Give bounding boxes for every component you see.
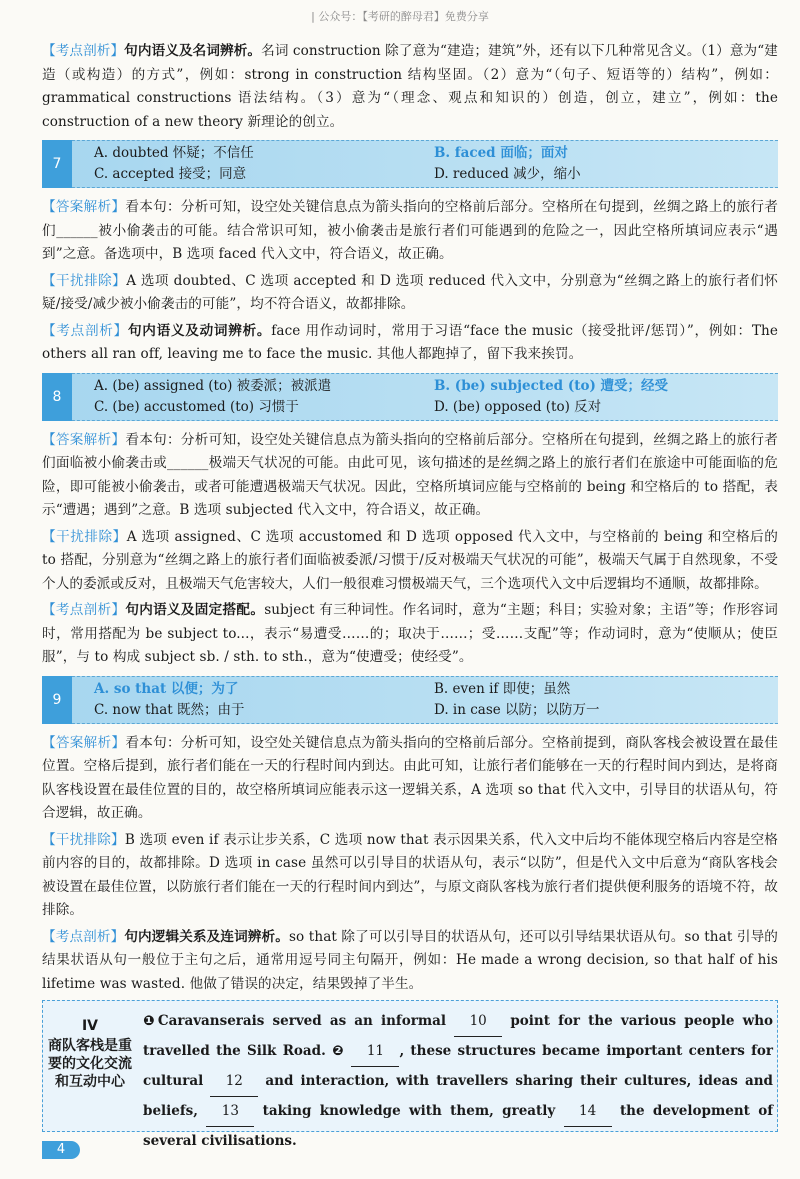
- analysis-heading: 句内语义及动词辨析。: [127, 322, 272, 339]
- answer-body: 看本句：分析可知，设空处关键信息点为箭头指向的空格前后部分。空格所在句提到，丝绸之路上的旅行者们______被小偷袭击的可能。结合常识可知，被小偷袭击是旅行者们可能遇到的危险之一，因此空格所填词应表示“遇到”之意。备选项中，B 选项 faced 代入文中，符合语义，故正确。: [42, 199, 778, 262]
- analysis-body: so that 除了可以引导目的状语从句，还可以引导结果状语从句。so that 引导的结果状语从句一般位于主句之后，通常用逗号同主句隔开，例如：He made a wrong decision, so that half of his lifetime was wasted. 他做了错误的决定，结果毁掉了半生。: [42, 928, 779, 992]
- sentence-1-marker: ❶: [143, 1013, 158, 1029]
- section-roman-numeral: IV: [81, 1018, 99, 1034]
- option-b-correct: B. faced 面临；面对: [434, 145, 568, 161]
- analysis-body: subject 有三种词性。作名词时，意为“主题；科目；实验对象；主语”等；作形容词时，常用搭配为 be subject to...，表示“易遭受……的；取决于……；受……支配”等；作动词时，意为“使顺从；使臣服”，与 to 构成 subject sb. / sth. to sth.，意为“使遭受；使经受”。: [42, 602, 779, 665]
- question-8-answer: [42, 429, 778, 523]
- distractor-tag: 【干扰排除】: [42, 528, 127, 545]
- distractor-body: A 选项 doubted、C 选项 accepted 和 D 选项 reduced 代入文中，分别意为“丝绸之路上的旅行者们怀疑/接受/减少被小偷袭击的可能”，均不符合语义，故都排除。: [42, 272, 779, 312]
- question-number: 7: [42, 140, 72, 188]
- option-d: D. reduced 减少，缩小: [434, 166, 581, 182]
- option-b-correct: B. (be) subjected (to) 遭受；经受: [434, 377, 669, 394]
- distractor-tag: 【干扰排除】: [42, 272, 127, 289]
- question-8-options: [42, 373, 778, 421]
- answer-tag: 【答案解析】: [42, 734, 126, 751]
- analysis-body: face 用作动词时，常用于习语“face the music（接受批评/惩罚）”，例如：The others all ran off, leaving me to face the music. 其他人都跑掉了，留下我来挨罚。: [42, 322, 779, 362]
- question-7-answer: [42, 196, 778, 267]
- passage-s2-c: taking knowledge with them, greatly: [262, 1103, 556, 1119]
- option-a-correct: A. so that 以便；为了: [94, 680, 239, 697]
- blank-11: 11: [351, 1037, 399, 1067]
- passage-s1-pre: Caravanserais served as an informal: [157, 1013, 447, 1029]
- option-d: D. (be) opposed (to) 反对: [434, 398, 602, 415]
- blank-10: 10: [454, 1007, 502, 1037]
- question-9-analysis: [42, 926, 778, 997]
- distractor-body: A 选项 assigned、C 选项 accustomed 和 D 选项 opposed 代入文中，与空格前的 being 和空格后的 to 搭配，分别意为“丝绸之路上的旅行者们面临被委派/习惯于/反对极端天气状况的可能”，极端天气属于自然现象，不受个人的委派或反对，且极端天气危害较大，人们一般很难习惯极端天气，三个选项代入文中后逻辑均不通顺，故都排除。: [42, 528, 778, 592]
- answer-tag: 【答案解析】: [42, 431, 126, 448]
- question-9-options: [42, 676, 778, 724]
- option-d: D. in case 以防；以防万一: [434, 701, 600, 718]
- blank-14: 14: [564, 1097, 612, 1127]
- answer-tag: 【答案解析】: [42, 199, 126, 215]
- page-content: [42, 40, 779, 1149]
- passage-s2-b: and interaction, with travellers sharing their cultures, ideas and beliefs,: [143, 1073, 773, 1119]
- watermark-text: | 公众号：【考研的醉母君】免费分享: [311, 10, 489, 23]
- blank-13: 13: [206, 1097, 254, 1127]
- question-7-options: [42, 140, 778, 188]
- analysis-heading: 句内语义及固定搭配。: [125, 602, 265, 618]
- option-a: A. (be) assigned (to) 被委派；被派遣: [94, 377, 332, 394]
- distractor-body: B 选项 even if 表示让步关系，C 选项 now that 表示因果关系，代入文中后均不能体现空格后内容是空格前内容的目的，故都排除。D 选项 in case 虽然可以引导目的状语从句，表示“以防”，但是代入文中后意为“商队客栈会被设置在最佳位置，以防旅行者们能在一天的行程时间内到达”，与原文商队客栈为旅行者们提供便利服务的语境不符，故排除。: [42, 831, 778, 918]
- answer-body: 看本句：分析可知，设空处关键信息点为箭头指向的空格前后部分。空格前提到，商队客栈会被设置在最佳位置。空格后提到，旅行者们能在一天的行程时间内到达。由此可知，让旅行者们能够在一天的行程时间内到达，是将商队客栈设置在最佳位置的目的，故空格所填词应能表示这一逻辑关系，A 选项 so that 代入文中，引导目的状语从句，符合逻辑，故正确。: [42, 734, 778, 821]
- question-8-analysis: [42, 599, 778, 670]
- passage-s2-a: , these structures became important centers for cultural: [143, 1043, 774, 1089]
- blank-12: 12: [210, 1067, 258, 1097]
- answer-body: 看本句：分析可知，设空处关键信息点为箭头指向的空格前后部分。空格所在句提到，丝绸之路上的旅行者们面临被小偷袭击或______极端天气状况的可能。由此可见，该句描述的是丝绸之路上的旅行者们在旅途中可能面临的危险，即可能被小偷袭击，或者可能遭遇极端天气状况。因此，空格所填词应能与空格前的 being 和空格后的 to 搭配，表示“遭遇；遇到”之意。B 选项 subjected 代入文中，符合语义，故正确。: [42, 431, 778, 518]
- page-number: 4: [42, 1141, 80, 1159]
- passage-s1-post: point for the various people who travelled the Silk Road.: [143, 1013, 774, 1059]
- passage-box: [42, 1000, 778, 1149]
- passage-side-label: [47, 1017, 133, 1091]
- distractor-tag: 【干扰排除】: [42, 831, 125, 848]
- passage-s2-d: the development of several civilisations.: [143, 1103, 774, 1149]
- option-c: C. (be) accustomed (to) 习惯于: [94, 398, 299, 415]
- option-c: C. accepted 接受；同意: [94, 166, 247, 182]
- question-number: 9: [42, 676, 72, 724]
- question-8-distractor: [42, 526, 778, 597]
- option-c: C. now that 既然；由于: [94, 701, 245, 718]
- question-9-distractor: [42, 829, 778, 923]
- passage-text: [143, 1007, 773, 1156]
- section-title: 商队客栈是重要的文化交流和互动中心: [48, 1038, 132, 1090]
- intro-analysis: [42, 40, 778, 134]
- analysis-tag: 【考点剖析】: [42, 322, 128, 339]
- analysis-tag: 【考点剖析】: [42, 43, 125, 59]
- analysis-heading: 句内逻辑关系及连词辨析。: [124, 928, 289, 945]
- option-b: B. even if 即使；虽然: [434, 680, 571, 697]
- question-number: 8: [42, 373, 72, 421]
- analysis-body: 名词 construction 除了意为“建造；建筑”外，还有以下几种常见含义。（1）意为“建造（或构造）的方式”，例如：strong in construction 结构坚固。（2）意为“（句子、短语等的）结构”，例如：grammatical constructions 语法结构。（3）意为“（理念、观点和知识的）创造，创立，建立”，例如：the construction of a new theory 新理论的创立。: [42, 43, 778, 130]
- analysis-heading: 句内语义及名词辨析。: [124, 43, 262, 59]
- sentence-2-marker: ❷: [332, 1043, 346, 1059]
- question-7-analysis: [42, 320, 778, 367]
- analysis-tag: 【考点剖析】: [42, 928, 125, 945]
- question-9-answer: [42, 732, 778, 826]
- option-a: A. doubted 怀疑；不信任: [94, 145, 254, 161]
- analysis-tag: 【考点剖析】: [42, 602, 126, 618]
- question-7-distractor: [42, 270, 778, 317]
